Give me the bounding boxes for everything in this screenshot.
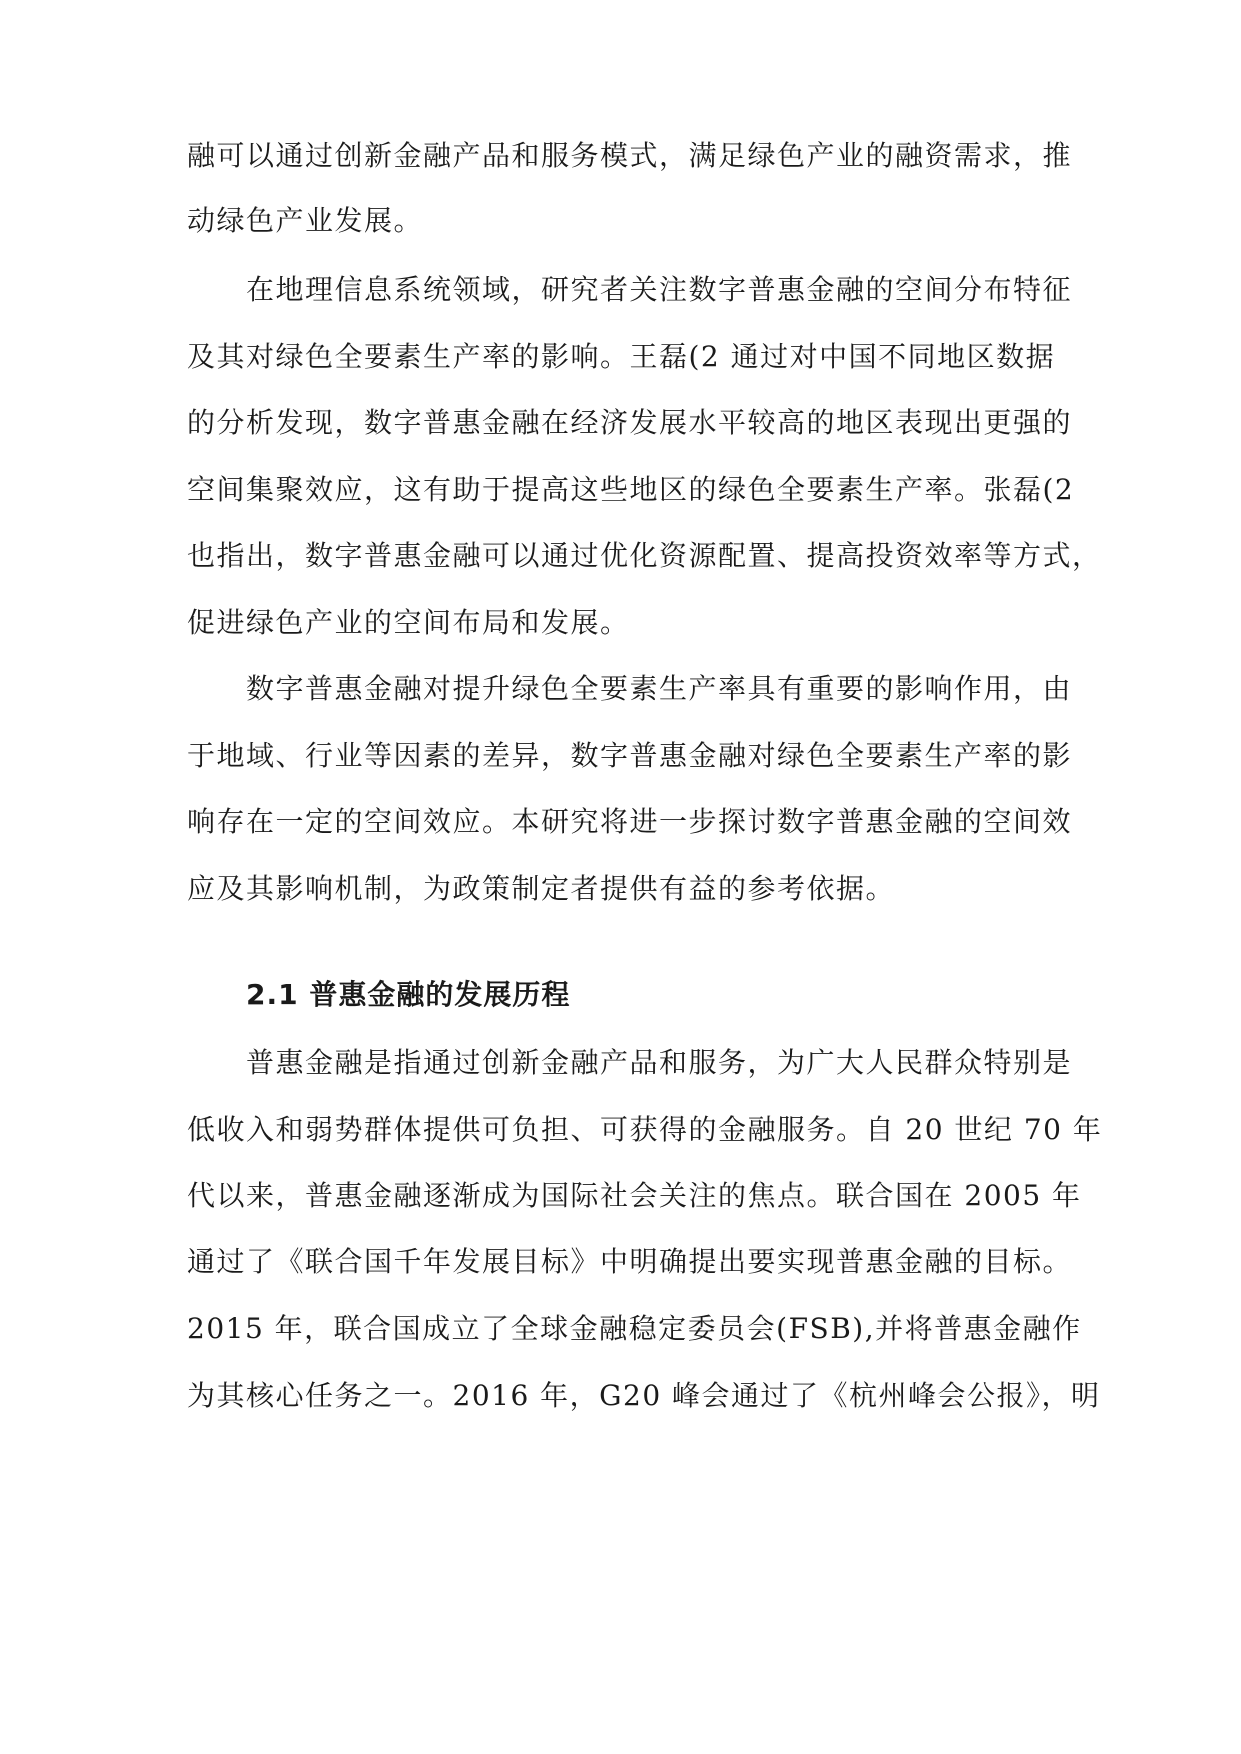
paragraph-line: 普惠金融是指通过创新金融产品和服务，为广大人民群众特别是 [246,1046,1073,1079]
paragraph-line: 响存在一定的空间效应。本研究将进一步探讨数字普惠金融的空间效 [187,805,1073,838]
paragraph-line: 于地域、行业等因素的差异，数字普惠金融对绿色全要素生产率的影 [187,739,1073,772]
paragraph-line: 代以来，普惠金融逐渐成为国际社会关注的焦点。联合国在 2005 年 [187,1179,1082,1212]
paragraph-line: 低收入和弱势群体提供可负担、可获得的金融服务。自 20 世纪 70 年 [187,1113,1103,1146]
section-heading: 2.1 普惠金融的发展历程 [246,978,571,1011]
paragraph-line: 2015 年，联合国成立了全球金融稳定委员会(FSB),并将普惠金融作 [187,1312,1082,1345]
paragraph-line: 空间集聚效应，这有助于提高这些地区的绿色全要素生产率。张磊(2 [187,473,1075,506]
paragraph-line: 也指出，数字普惠金融可以通过优化资源配置、提高投资效率等方式， [187,539,1102,572]
paragraph-line: 促进绿色产业的空间布局和发展。 [187,606,630,639]
paragraph-line: 通过了《联合国千年发展目标》中明确提出要实现普惠金融的目标。 [187,1245,1073,1278]
paragraph-line: 动绿色产业发展。 [187,204,424,237]
paragraph-line: 应及其影响机制，为政策制定者提供有益的参考依据。 [187,872,896,905]
paragraph-line: 融可以通过创新金融产品和服务模式，满足绿色产业的融资需求，推 [187,139,1073,172]
paragraph-line: 在地理信息系统领域，研究者关注数字普惠金融的空间分布特征 [246,273,1073,306]
paragraph-line: 数字普惠金融对提升绿色全要素生产率具有重要的影响作用，由 [246,672,1073,705]
paragraph-line: 的分析发现，数字普惠金融在经济发展水平较高的地区表现出更强的 [187,406,1073,439]
paragraph-line: 为其核心任务之一。2016 年，G20 峰会通过了《杭州峰会公报》，明 [187,1379,1101,1412]
paragraph-line: 及其对绿色全要素生产率的影响。王磊(2 通过对中国不同地区数据 [187,340,1056,373]
